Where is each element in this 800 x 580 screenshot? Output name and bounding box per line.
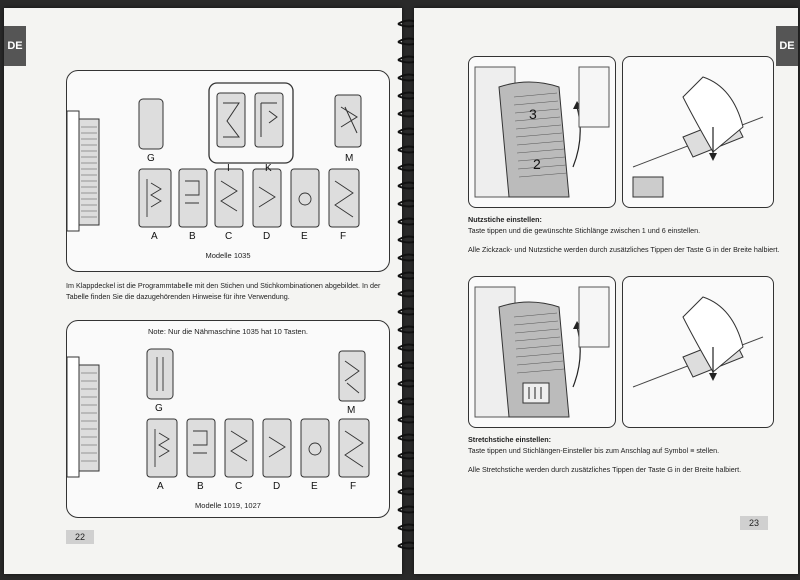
left-page	[4, 8, 402, 574]
key-label-e: E	[311, 481, 318, 492]
key-label-c: C	[225, 231, 233, 242]
key-press-illustration	[622, 56, 774, 208]
stitch-keys-panel-1019-1027	[66, 320, 390, 518]
key-e	[291, 169, 319, 227]
key-label-a: A	[157, 481, 164, 492]
key-m	[335, 95, 361, 147]
key-label-g: G	[147, 153, 155, 164]
language-tab: DE	[776, 26, 798, 66]
key-e	[301, 419, 329, 477]
right-page	[414, 8, 798, 574]
hand-drawing	[623, 57, 773, 207]
dial-drawing	[469, 277, 615, 427]
instruction-line: Taste tippen und Stichlängen-Einsteller bis zum Anschlag auf Symbol ≡ stellen.	[468, 446, 720, 455]
key-b	[187, 419, 215, 477]
note-text: Note: Nur die Nähmaschine 1035 hat 10 Tasten.	[148, 327, 308, 336]
key-c	[215, 169, 243, 227]
panel-caption: Modelle 1019, 1027	[195, 501, 261, 510]
section-heading: Stretchstiche einstellen:	[468, 435, 552, 444]
paragraph-line: Tabelle finden Sie die dazugehörenden Hinweise für ihre Verwendung.	[66, 292, 290, 301]
key-label-b: B	[189, 231, 196, 242]
key-label-d: D	[273, 481, 281, 492]
key-label-b: B	[197, 481, 204, 492]
section-nutzstiche	[468, 214, 788, 255]
key-label-e: E	[301, 231, 308, 242]
stitch-keys-panel-1035	[66, 70, 390, 272]
panel-caption: Modelle 1035	[205, 251, 251, 260]
page-number: 23	[740, 516, 768, 530]
key-f	[329, 169, 359, 227]
dial-digit: 2	[533, 156, 541, 172]
instruction-line: Taste tippen und die gewünschte Stichlänge zwischen 1 und 6 einstellen.	[468, 226, 701, 235]
stretch-dial-illustration	[468, 276, 616, 428]
key-i	[217, 93, 245, 147]
key-label-m: M	[345, 153, 354, 164]
instruction-line: Alle Zickzack- und Nutzstiche werden durch zusätzliches Tippen der Taste G in der Breite halbiert.	[468, 245, 780, 254]
language-tab: DE	[4, 26, 26, 66]
key-k	[255, 93, 283, 147]
stitch-length-dial-illustration	[468, 56, 616, 208]
stitch-keys-illustration	[67, 71, 389, 271]
stitch-keys-illustration	[67, 321, 389, 517]
key-label-a: A	[151, 231, 158, 242]
intro-paragraph	[66, 280, 388, 302]
key-press-illustration	[622, 276, 774, 428]
key-label-f: F	[340, 231, 347, 242]
key-label-m: M	[347, 405, 356, 416]
section-stretchstiche	[468, 434, 788, 475]
key-label-f: F	[350, 481, 357, 492]
key-d	[263, 419, 291, 477]
key-a	[139, 169, 171, 227]
page-number: 22	[66, 530, 94, 544]
key-b	[179, 169, 207, 227]
key-label-i: I	[227, 163, 230, 174]
key-c	[225, 419, 253, 477]
key-g	[147, 349, 173, 399]
key-label-g: G	[155, 403, 163, 414]
instruction-line: Alle Stretchstiche werden durch zusätzliches Tippen der Taste G in der Breite halbiert.	[468, 465, 742, 474]
key-f	[339, 419, 369, 477]
key-g	[139, 99, 163, 149]
key-label-d: D	[263, 231, 271, 242]
dial-drawing	[469, 57, 615, 207]
key-d	[253, 169, 281, 227]
section-heading: Nutzstiche einstellen:	[468, 215, 542, 224]
key-label-k: K	[265, 163, 272, 174]
key-label-c: C	[235, 481, 243, 492]
hand-drawing	[623, 277, 773, 427]
paragraph-line: Im Klappdeckel ist die Programmtabelle mit den Stichen und Stichkombinationen abgebildet. In der	[66, 281, 381, 290]
key-a	[147, 419, 177, 477]
dial-digit: 3	[529, 106, 537, 122]
